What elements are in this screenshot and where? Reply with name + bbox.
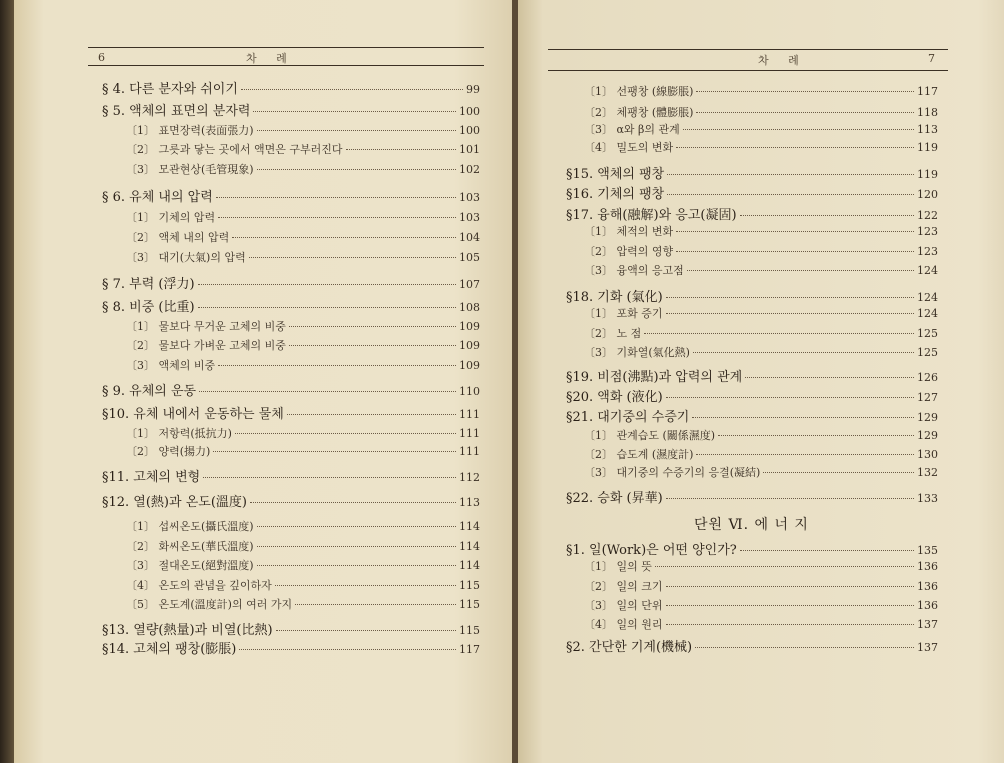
header-rule-top <box>548 49 948 50</box>
toc-entry-title: 〔1〕 관계습도 (關係濕度) <box>584 429 716 442</box>
toc-entry-page: 117 <box>917 85 938 98</box>
toc-entry-title: §12. 열(熱)과 온도(溫度) <box>102 495 247 510</box>
toc-entry <box>584 578 938 596</box>
leader-dots <box>346 149 457 150</box>
leader-dots <box>235 433 456 434</box>
leader-dots <box>745 377 914 378</box>
toc-entry-page: 123 <box>917 225 938 238</box>
toc-entry <box>584 344 938 362</box>
leader-dots <box>216 197 456 198</box>
toc-entry-page: 113 <box>459 496 480 509</box>
toc-entry-page: 103 <box>459 211 480 224</box>
leader-dots <box>667 174 914 175</box>
toc-entry <box>126 518 480 536</box>
toc-entry <box>566 204 938 222</box>
toc-entry-title: 〔1〕 일의 뜻 <box>584 560 652 573</box>
leader-dots <box>250 502 456 503</box>
toc-entry-title: 〔3〕 융액의 응고점 <box>584 264 684 277</box>
toc-entry-page: 129 <box>917 411 938 424</box>
toc-entry-page: 118 <box>917 106 938 119</box>
toc-entry <box>126 443 480 461</box>
toc-entry <box>102 296 480 314</box>
toc-entry <box>584 243 938 261</box>
toc-entry <box>566 386 938 404</box>
toc-entry-page: 124 <box>917 307 938 320</box>
toc-entry-title: 〔3〕 일의 단위 <box>584 599 663 612</box>
toc-entry-title: §14. 고체의 팽창(膨脹) <box>102 642 237 657</box>
toc-entry-page: 132 <box>917 466 938 479</box>
toc-entry-title: 〔2〕 그릇과 닿는 곳에서 액면은 구부러진다 <box>126 143 343 156</box>
leader-dots <box>218 365 456 366</box>
leader-dots <box>718 435 914 436</box>
toc-entry-page: 107 <box>459 278 480 291</box>
toc-entry-title: §20. 액화 (液化) <box>566 390 663 405</box>
toc-entry-page: 125 <box>917 327 938 340</box>
toc-entry-title: 〔1〕 저항력(抵抗力) <box>126 427 232 440</box>
toc-entry-page: 126 <box>917 371 938 384</box>
toc-entry-title: §1. 일(Work)은 어떤 양인가? <box>566 543 737 558</box>
toc-entry-page: 133 <box>917 492 938 505</box>
toc-entry-title: 〔1〕 선팽창 (線膨脹) <box>584 85 694 98</box>
toc-entry-page: 115 <box>459 579 480 592</box>
toc-entry-page: 102 <box>459 163 480 176</box>
toc-entry-page: 137 <box>917 618 938 631</box>
leader-dots <box>667 194 914 195</box>
leader-dots <box>295 604 456 605</box>
toc-entry-title: 〔4〕 온도의 관념을 깊이하자 <box>126 579 272 592</box>
leader-dots <box>257 130 456 131</box>
unit-heading: 단원 Ⅵ. 에 너 지 <box>694 517 809 533</box>
toc-entry-title: 〔4〕 밀도의 변화 <box>584 141 674 154</box>
toc-entry <box>584 558 938 576</box>
toc-entry-page: 111 <box>459 408 480 421</box>
toc-entry-page: 119 <box>917 141 938 154</box>
toc-entry <box>584 104 938 122</box>
toc-entry <box>566 286 938 304</box>
toc-entry <box>566 163 938 181</box>
leader-dots <box>666 605 915 606</box>
toc-entry-title: 〔3〕 액체의 비중 <box>126 359 216 372</box>
toc-entry-page: 115 <box>459 598 480 611</box>
toc-entry-page: 122 <box>917 209 938 222</box>
toc-entry <box>126 337 480 355</box>
toc-entry-title: 〔2〕 액체 내의 압력 <box>126 231 230 244</box>
toc-entry <box>102 638 480 656</box>
page-number: 7 <box>928 52 935 65</box>
toc-entry-title: 〔4〕 일의 원리 <box>584 618 663 631</box>
toc-entry <box>584 616 938 634</box>
header-rule-bottom <box>88 65 484 66</box>
toc-entry-page: 135 <box>917 544 938 557</box>
leader-dots <box>198 307 456 308</box>
toc-entry-title: 〔1〕 체적의 변화 <box>584 225 674 238</box>
toc-entry-page: 109 <box>459 359 480 372</box>
toc-entry <box>584 139 938 157</box>
leader-dots <box>676 251 914 252</box>
toc-entry-title: §18. 기화 (氣化) <box>566 290 663 305</box>
toc-entry-page: 109 <box>459 339 480 352</box>
toc-entry-title: 〔2〕 화씨온도(華氏溫度) <box>126 540 254 553</box>
toc-entry <box>126 557 480 575</box>
leader-dots <box>666 397 914 398</box>
toc-entry <box>566 636 938 654</box>
leader-dots <box>257 546 456 547</box>
leader-dots <box>644 333 914 334</box>
toc-entry-page: 111 <box>459 445 480 458</box>
toc-entry-page: 108 <box>459 301 480 314</box>
toc-entry-page: 120 <box>917 188 938 201</box>
toc-entry-page: 105 <box>459 251 480 264</box>
leader-dots <box>696 91 914 92</box>
left-page <box>14 0 514 763</box>
toc-entry-title: 〔3〕 대기중의 수증기의 응결(凝結) <box>584 466 761 479</box>
toc-entry-title: 〔2〕 일의 크기 <box>584 580 663 593</box>
toc-entry-title: §16. 기체의 팽창 <box>566 187 665 202</box>
leader-dots <box>676 231 914 232</box>
toc-entry-page: 104 <box>459 231 480 244</box>
toc-entry-page: 99 <box>466 83 480 96</box>
toc-entry <box>566 539 938 557</box>
toc-entry <box>126 577 480 595</box>
leader-dots <box>687 270 914 271</box>
toc-entry-title: § 9. 유체의 운동 <box>102 384 197 399</box>
toc-entry-page: 112 <box>459 471 480 484</box>
toc-entry <box>566 183 938 201</box>
leader-dots <box>249 257 456 258</box>
leader-dots <box>276 630 456 631</box>
toc-entry <box>584 325 938 343</box>
leader-dots <box>693 352 914 353</box>
toc-entry <box>584 597 938 615</box>
leader-dots <box>218 217 456 218</box>
toc-entry-page: 127 <box>917 391 938 404</box>
toc-entry-title: 〔2〕 양력(揚力) <box>126 445 211 458</box>
leader-dots <box>655 566 914 567</box>
leader-dots <box>257 565 456 566</box>
leader-dots <box>666 586 915 587</box>
leader-dots <box>676 147 914 148</box>
toc-entry <box>102 380 480 398</box>
toc-entry-title: 〔3〕 대기(大氣)의 압력 <box>126 251 246 264</box>
leader-dots <box>666 498 914 499</box>
toc-entry-page: 124 <box>917 291 938 304</box>
leader-dots <box>763 472 914 473</box>
toc-entry-title: 〔2〕 습도계 (濕度計) <box>584 448 694 461</box>
toc-entry-title: 〔3〕 절대온도(絕對溫度) <box>126 559 254 572</box>
toc-entry-page: 136 <box>917 599 938 612</box>
running-title: 차 례 <box>758 54 807 67</box>
toc-entry-title: 〔1〕 물보다 무거운 고체의 비중 <box>126 320 286 333</box>
toc-entry-title: §17. 융해(融解)와 응고(凝固) <box>566 208 737 223</box>
toc-entry-title: § 8. 비중 (比重) <box>102 300 195 315</box>
toc-entry <box>126 538 480 556</box>
leader-dots <box>287 414 456 415</box>
toc-entry <box>126 596 480 614</box>
leader-dots <box>666 297 914 298</box>
leader-dots <box>198 284 456 285</box>
toc-entry-page: 111 <box>459 427 480 440</box>
toc-entry-page: 115 <box>459 624 480 637</box>
toc-entry-title: § 7. 부력 (浮力) <box>102 277 195 292</box>
toc-entry-title: § 4. 다른 분자와 쉬이기 <box>102 82 238 97</box>
toc-entry <box>102 186 480 204</box>
toc-entry-page: 103 <box>459 191 480 204</box>
toc-entry <box>584 262 938 280</box>
toc-entry-title: 〔3〕 모관현상(毛管現象) <box>126 163 254 176</box>
leader-dots <box>683 129 914 130</box>
leader-dots <box>203 477 456 478</box>
toc-entry <box>566 406 938 424</box>
toc-entry <box>126 318 480 336</box>
leader-dots <box>695 647 914 648</box>
toc-entry-title: 〔1〕 섭씨온도(攝氏溫度) <box>126 520 254 533</box>
toc-entry-page: 119 <box>917 168 938 181</box>
toc-entry-title: 〔5〕 온도계(溫度計)의 여러 가지 <box>126 598 293 611</box>
leader-dots <box>257 526 456 527</box>
toc-entry-title: 〔2〕 물보다 가벼운 고체의 비중 <box>126 339 286 352</box>
leader-dots <box>692 417 914 418</box>
toc-entry-page: 100 <box>459 124 480 137</box>
leader-dots <box>257 169 456 170</box>
running-title: 차 례 <box>246 52 295 65</box>
toc-entry-title: 〔3〕 기화열(氣化熱) <box>584 346 690 359</box>
page-number: 6 <box>98 51 105 64</box>
toc-entry <box>102 273 480 291</box>
toc-entry-title: 〔1〕 기체의 압력 <box>126 211 216 224</box>
toc-entry-page: 109 <box>459 320 480 333</box>
toc-entry <box>126 122 480 140</box>
toc-entry <box>566 487 938 505</box>
leader-dots <box>199 391 456 392</box>
leader-dots <box>740 550 914 551</box>
toc-entry-page: 114 <box>459 540 480 553</box>
toc-entry-page: 114 <box>459 520 480 533</box>
toc-entry <box>102 619 480 637</box>
toc-entry-page: 101 <box>459 143 480 156</box>
toc-entry-title: 〔2〕 노 점 <box>584 327 642 340</box>
leader-dots <box>289 345 456 346</box>
toc-entry <box>102 466 480 484</box>
toc-entry-page: 124 <box>917 264 938 277</box>
toc-entry <box>584 121 938 139</box>
toc-entry-title: 〔3〕 α와 β의 관계 <box>584 123 680 136</box>
toc-entry <box>126 425 480 443</box>
leader-dots <box>666 624 915 625</box>
leader-dots <box>275 585 456 586</box>
toc-entry-page: 136 <box>917 560 938 573</box>
toc-entry <box>126 141 480 159</box>
toc-entry <box>584 427 938 445</box>
toc-entry <box>102 403 480 421</box>
toc-entry-page: 113 <box>917 123 938 136</box>
right-page <box>518 0 1004 763</box>
leader-dots <box>696 454 914 455</box>
toc-entry-title: §15. 액체의 팽창 <box>566 167 665 182</box>
toc-entry-title: §2. 간단한 기계(機械) <box>566 640 693 655</box>
toc-entry <box>584 464 938 482</box>
toc-entry-title: §10. 유체 내에서 운동하는 물체 <box>102 407 284 422</box>
leader-dots <box>213 451 456 452</box>
leader-dots <box>666 313 915 314</box>
toc-entry-page: 129 <box>917 429 938 442</box>
leader-dots <box>740 215 914 216</box>
toc-entry-title: 〔1〕 표면장력(表面張力) <box>126 124 254 137</box>
header-rule-top <box>88 47 484 48</box>
toc-entry <box>584 446 938 464</box>
toc-entry <box>126 249 480 267</box>
toc-entry <box>566 366 938 384</box>
toc-entry <box>584 83 938 101</box>
toc-entry <box>102 78 480 96</box>
toc-entry <box>126 161 480 179</box>
toc-entry-title: §19. 비점(沸點)과 압력의 관계 <box>566 370 743 385</box>
toc-entry-page: 123 <box>917 245 938 258</box>
toc-entry <box>584 223 938 241</box>
leader-dots <box>232 237 456 238</box>
toc-entry-page: 137 <box>917 641 938 654</box>
toc-entry-page: 117 <box>459 643 480 656</box>
leader-dots <box>241 89 463 90</box>
toc-entry <box>102 100 480 118</box>
leader-dots <box>289 326 456 327</box>
toc-entry <box>584 305 938 323</box>
toc-entry-title: § 6. 유체 내의 압력 <box>102 190 213 205</box>
toc-entry <box>126 229 480 247</box>
toc-entry-title: §13. 열량(熱量)과 비열(比熱) <box>102 623 273 638</box>
toc-entry-page: 130 <box>917 448 938 461</box>
toc-entry <box>126 357 480 375</box>
toc-entry-title: 〔2〕 체팽창 (體膨脹) <box>584 106 694 119</box>
toc-entry-page: 114 <box>459 559 480 572</box>
leader-dots <box>696 112 914 113</box>
toc-entry-title: 〔2〕 압력의 영향 <box>584 245 674 258</box>
toc-entry-title: 〔1〕 포화 증기 <box>584 307 663 320</box>
toc-entry-title: §22. 승화 (昇華) <box>566 491 663 506</box>
toc-entry <box>126 209 480 227</box>
toc-entry <box>102 491 480 509</box>
toc-entry-title: §21. 대기중의 수증기 <box>566 410 690 425</box>
leader-dots <box>239 649 456 650</box>
header-rule-bottom <box>548 70 948 71</box>
toc-entry-title: § 5. 액체의 표면의 분자력 <box>102 104 251 119</box>
toc-entry-page: 136 <box>917 580 938 593</box>
toc-entry-page: 110 <box>459 385 480 398</box>
toc-entry-page: 125 <box>917 346 938 359</box>
leader-dots <box>253 111 456 112</box>
toc-entry-page: 100 <box>459 105 480 118</box>
toc-entry-title: §11. 고체의 변형 <box>102 470 201 485</box>
